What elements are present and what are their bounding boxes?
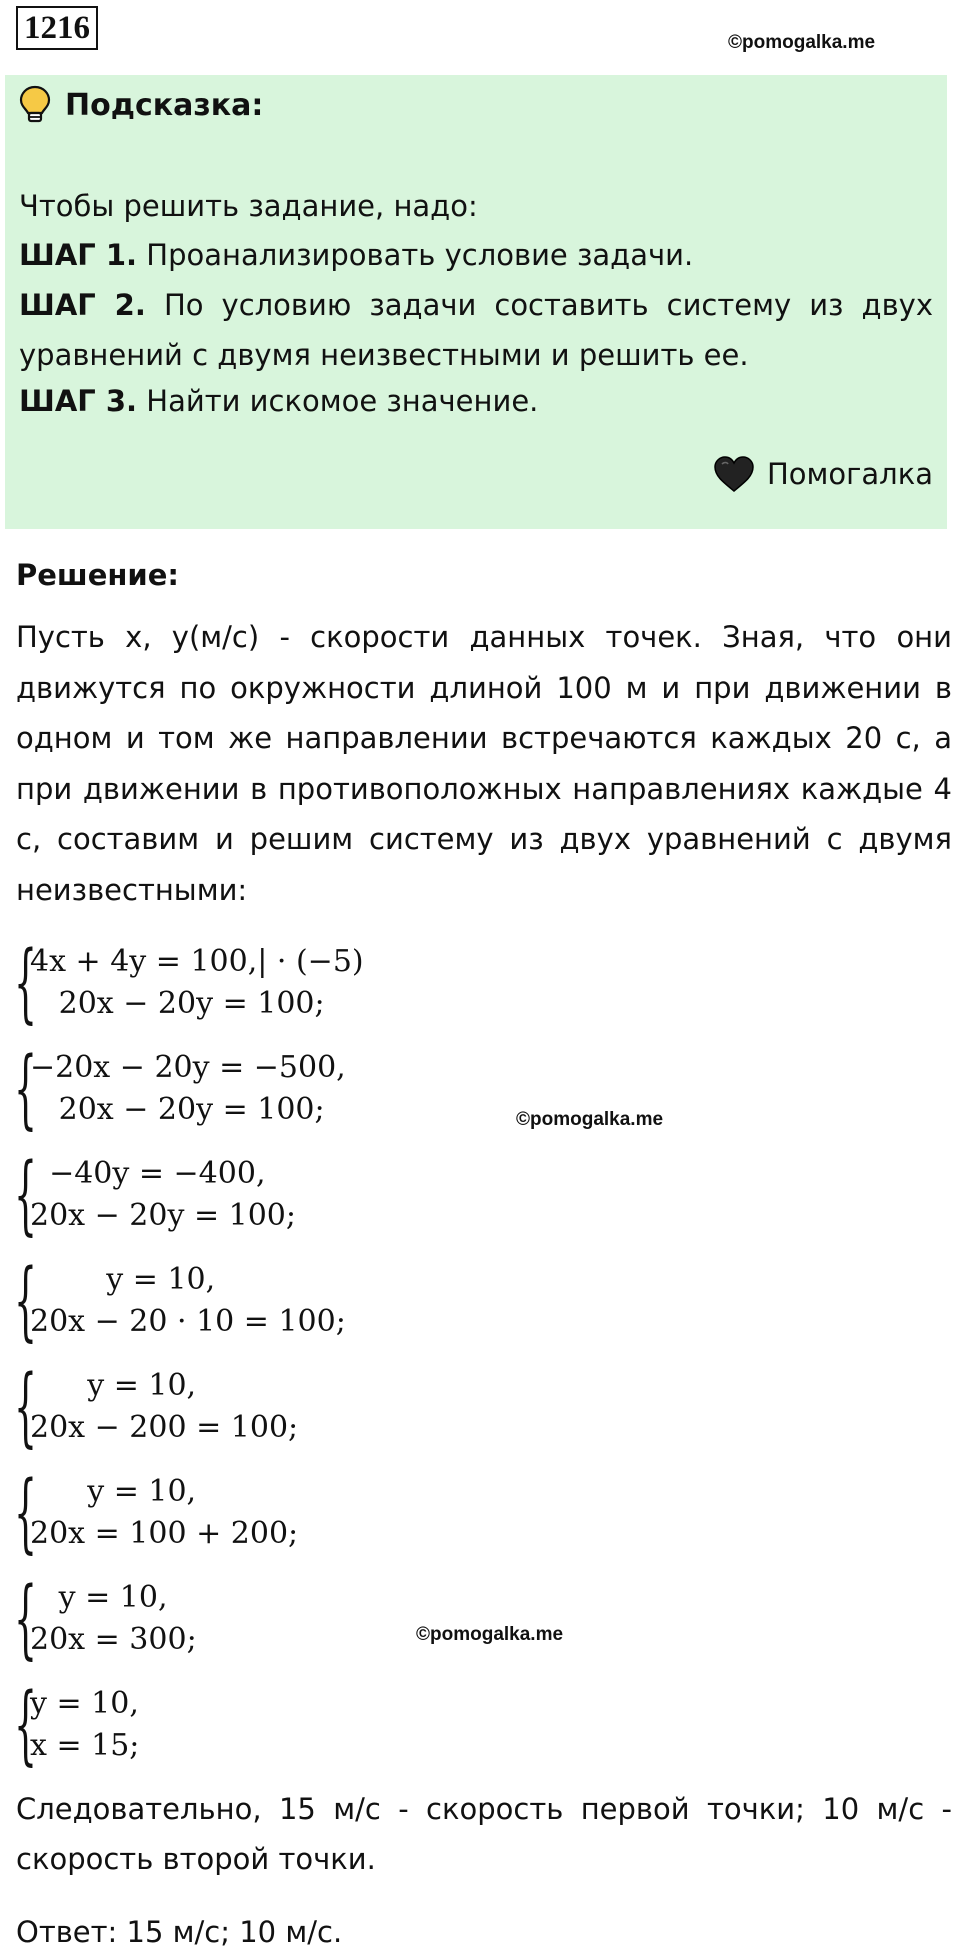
brace: { <box>14 1357 37 1457</box>
equation-line: y = 10, <box>30 1262 216 1297</box>
equation-line: 20x − 20y = 100; <box>30 1198 297 1233</box>
solution-paragraph: Пусть x, y(м/с) - скорости данных точек. Зная, что они движутся по окружности длиной 100 м и при движении в одном и том же направлении встречаются каждых 20 с, а при движении в противоположных направлениях каждые 4 с, составим и решим систему из двух уравнений с двумя неизвестными: <box>16 620 952 907</box>
equation-line: 20x − 20 · 10 = 100; <box>30 1304 346 1339</box>
brace: { <box>14 933 37 1033</box>
equation-system <box>14 1251 346 1351</box>
equation-system <box>14 933 364 1033</box>
equation-system <box>14 1357 299 1457</box>
equation-line: −20x − 20y = −500, <box>30 1050 346 1085</box>
brace: { <box>14 1463 37 1563</box>
hint-step-1 <box>19 230 933 280</box>
equation-line: 4x + 4y = 100,| · (−5) <box>30 944 364 979</box>
watermark: ©pomogalka.me <box>516 1109 664 1130</box>
hint-intro: Чтобы решить задание, надо: <box>19 189 478 223</box>
lightbulb-icon <box>19 85 51 125</box>
equation-system <box>14 1145 297 1245</box>
equation-line: 20x − 20y = 100; <box>30 986 325 1021</box>
hint-title <box>19 85 263 125</box>
equation-system <box>14 1569 197 1669</box>
brace: { <box>14 1145 37 1245</box>
brace: { <box>14 1569 37 1669</box>
solution-title: Решение: <box>16 558 180 592</box>
equation-line: x = 15; <box>30 1728 140 1763</box>
step-text: По условию задачи составить систему из двух уравнений с двумя неизвестными и решить ее. <box>19 288 933 372</box>
equation-line: y = 10, <box>30 1474 197 1509</box>
equation-system <box>14 1675 140 1775</box>
step-label: ШАГ 3. <box>19 384 138 418</box>
hint-title-text: Подсказка: <box>65 87 264 123</box>
equation-line: −40y = −400, <box>30 1156 266 1191</box>
step-label: ШАГ 2. <box>19 288 146 322</box>
brand-label <box>713 455 933 493</box>
watermark: ©pomogalka.me <box>416 1624 564 1645</box>
heart-icon <box>713 455 755 493</box>
equation-line: y = 10, <box>30 1686 139 1721</box>
equation-line: 20x = 300; <box>30 1622 197 1657</box>
equation-line: 20x = 100 + 200; <box>30 1516 299 1551</box>
step-text: Найти искомое значение. <box>146 384 539 418</box>
answer: Ответ: 15 м/с; 10 м/с. <box>16 1915 343 1949</box>
equation-line: 20x − 200 = 100; <box>30 1410 299 1445</box>
equation-system <box>14 1039 346 1139</box>
step-label: ШАГ 1. <box>19 238 138 272</box>
brace: { <box>14 1251 37 1351</box>
step-text: Проанализировать условие задачи. <box>146 238 694 272</box>
equation-system <box>14 1463 299 1563</box>
brace: { <box>14 1675 37 1775</box>
task-number: 1216 <box>16 6 98 50</box>
equation-line: y = 10, <box>30 1368 197 1403</box>
equation-line: y = 10, <box>30 1580 168 1615</box>
hint-step-2 <box>19 280 933 380</box>
brand-text: Помогалка <box>767 457 933 491</box>
brace: { <box>14 1039 37 1139</box>
hint-step-3 <box>19 376 933 426</box>
watermark: ©pomogalka.me <box>728 32 876 53</box>
equation-line: 20x − 20y = 100; <box>30 1092 325 1127</box>
hint-box <box>5 75 947 529</box>
conclusion: Следовательно, 15 м/с - скорость первой точки; 10 м/с - скорость второй точки. <box>16 1792 952 1876</box>
